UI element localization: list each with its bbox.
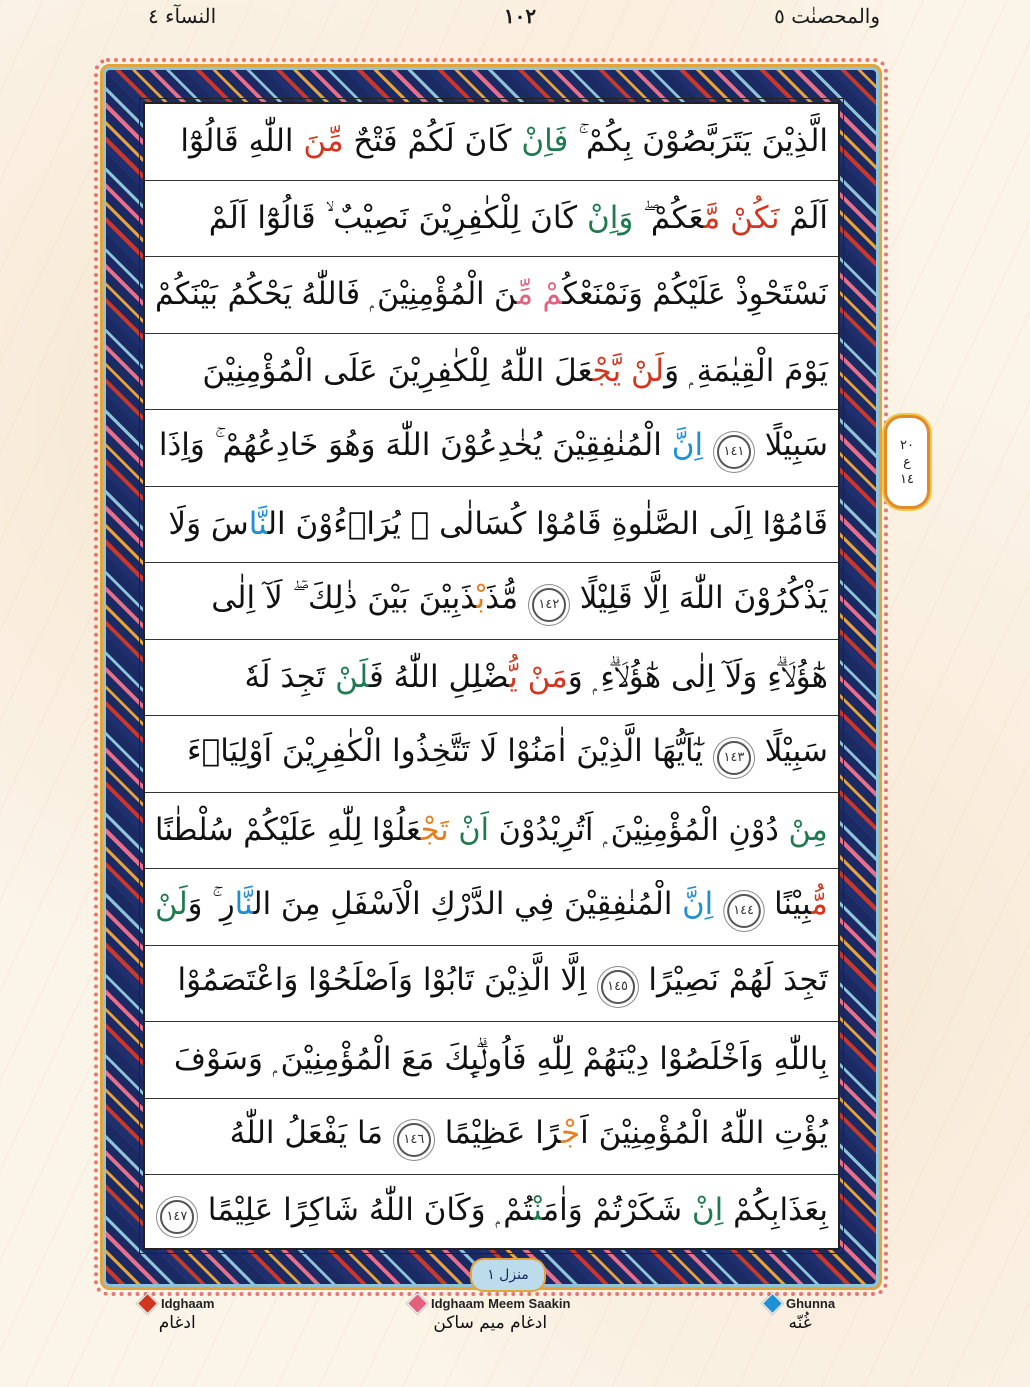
text-line bbox=[145, 946, 838, 1023]
text-line bbox=[145, 1022, 838, 1099]
text-segment: قَامُوْٓا اِلَى الصَّلٰوةِ قَامُوْا كُسَالٰى ۙ يُرَاۗءُوْنَ ال bbox=[267, 506, 828, 543]
text-segment: عَلَ اللّٰهُ لِلْكٰفِرِيْنَ عَلَى الْمُؤْمِنِيْنَ bbox=[202, 352, 593, 389]
text-line-content bbox=[209, 200, 828, 237]
tajweed-segment-ghunna: نَّا bbox=[248, 506, 268, 543]
text-line-content bbox=[202, 353, 828, 390]
text-line-content bbox=[159, 427, 828, 469]
tajweed-segment-ikhfa: لَنْ bbox=[155, 885, 189, 922]
text-segment: مُّذَ bbox=[485, 579, 528, 616]
legend-label-ar: غُنّه bbox=[788, 1313, 812, 1333]
text-line bbox=[145, 716, 838, 793]
tajweed-segment-idghaam: مُّ bbox=[811, 885, 828, 922]
text-segment: عَكُمْ ۖ bbox=[633, 199, 704, 236]
legend-item-idghaam bbox=[140, 1296, 214, 1333]
text-segment: ذَبِيْنَ بَيْنَ ذٰلِكَ ۤ ۖ لَآ اِلٰى bbox=[211, 579, 477, 616]
text-line-content bbox=[187, 733, 828, 775]
tajweed-segment-ikhfa: لَنْ bbox=[335, 658, 369, 695]
juz-name: والمحصنٰت ٥ bbox=[774, 4, 880, 28]
text-line-content bbox=[168, 506, 828, 542]
text-segment: يٰٓاَيُّهَا الَّذِيْنَ اٰمَنُوْا لَا تَتَّخِذُوا الْكٰفِرِيْنَ اَوْلِيَاۗءَ bbox=[187, 732, 713, 769]
text-line-content bbox=[211, 580, 828, 622]
tajweed-segment-idghaam: نَكُنْ مَّ bbox=[703, 199, 780, 236]
tajweed-segment-ikhfa: وَاِنْ bbox=[586, 199, 634, 236]
text-segment: رًا عَظِيْمًا bbox=[434, 1115, 561, 1152]
text-segment: دُوْنِ الْمُؤْمِنِيْنَ ۭ اَتُرِيْدُوْنَ bbox=[489, 811, 789, 848]
text-segment: الَّذِيْنَ يَتَرَبَّصُوْنَ بِكُمْ ۚ bbox=[568, 123, 828, 160]
ayah-number-marker: ١٤٥ bbox=[601, 970, 635, 1004]
legend-label-en: Idghaam bbox=[161, 1296, 215, 1311]
legend-item-idghaam-meem-saakin bbox=[410, 1296, 570, 1333]
text-segment: نَسْتَحْوِذْ عَلَيْكُمْ وَنَمْنَعْكُ bbox=[562, 276, 828, 313]
text-line bbox=[145, 869, 838, 946]
text-segment: عَلُوْا لِلّٰهِ عَلَيْكُمْ سُلْطٰنًا bbox=[155, 811, 421, 848]
legend-label-en: Idghaam Meem Saakin bbox=[431, 1296, 571, 1311]
text-segment: اللّٰهِ قَالُوْٓا bbox=[180, 123, 304, 160]
text-line bbox=[145, 104, 838, 181]
tajweed-segment-qalqala: بْ bbox=[476, 579, 486, 616]
tajweed-segment-ghunna: نَّا bbox=[235, 885, 254, 922]
ruku-symbol: ع bbox=[903, 454, 911, 470]
text-segment: رِ ۚ وَ bbox=[188, 885, 236, 922]
legend-item-ghunna bbox=[765, 1296, 835, 1333]
text-line bbox=[145, 181, 838, 258]
text-line bbox=[145, 563, 838, 640]
diamond-icon bbox=[137, 1293, 158, 1314]
text-line-content bbox=[155, 276, 828, 313]
tajweed-segment-qalqala: جْ bbox=[560, 1115, 581, 1152]
text-line bbox=[145, 257, 838, 334]
text-segment: اَلَمْ bbox=[779, 199, 828, 236]
tajweed-segment-ghunna: اِنَّ bbox=[682, 885, 724, 922]
text-segment: تُمْ ۭ وَكَانَ اللّٰهُ شَاكِرًا عَلِيْمًا bbox=[197, 1192, 534, 1229]
ayah-number-marker: ١٤٧ bbox=[160, 1200, 194, 1234]
text-segment: هٰٓؤُلَاۗءِ وَلَآ اِلٰى هٰٓؤُلَاۗءِ ۭ وَ bbox=[567, 658, 828, 695]
page-number: ١٠٢ bbox=[503, 4, 537, 28]
tajweed-segment-idghaam: لَنْ يَّجْ bbox=[592, 352, 665, 389]
text-segment: بِعَذَابِكُمْ bbox=[723, 1192, 828, 1229]
ruku-number-bottom: ١٤ bbox=[900, 471, 914, 487]
diamond-icon bbox=[407, 1293, 428, 1314]
text-line-content bbox=[180, 123, 828, 160]
manzil-marker: منزل ١ bbox=[470, 1258, 546, 1292]
ayah-number-marker: ١٤١ bbox=[717, 435, 751, 469]
text-line-content bbox=[155, 886, 828, 928]
text-segment: بِاللّٰهِ وَاَخْلَصُوْا دِيْنَهُمْ لِلّٰهِ فَاُولٰۗىِٕكَ مَعَ الْمُؤْمِنِيْنَ ۭ وَسَوْفَ bbox=[173, 1041, 828, 1078]
tajweed-segment-ghunna: اِنَّ bbox=[671, 426, 713, 463]
text-segment: سَبِيْلًا bbox=[754, 426, 828, 463]
text-segment: سَبِيْلًا bbox=[754, 732, 828, 769]
text-line-content bbox=[230, 1115, 828, 1157]
text-segment: ضْلِلِ اللّٰهُ فَ bbox=[369, 658, 510, 695]
text-line bbox=[145, 334, 838, 411]
text-segment: شَكَرْتُمْ وَاٰمَ bbox=[542, 1192, 692, 1229]
ruku-number-top: ٢٠ bbox=[900, 437, 914, 453]
text-segment: يَذْكُرُوْنَ اللّٰهَ اِلَّا قَلِيْلًا bbox=[569, 579, 828, 616]
tajweed-segment-ikhfa: نْ bbox=[533, 1192, 543, 1229]
text-line-content bbox=[156, 1192, 828, 1234]
legend-label-ar: ادغام bbox=[158, 1313, 196, 1333]
text-segment: يَوْمَ الْقِيٰمَةِ ۭ وَ bbox=[664, 352, 828, 389]
text-line bbox=[145, 793, 838, 870]
tajweed-segment-ikhfa: اِنْ bbox=[691, 1192, 724, 1229]
ayah-number-marker: ١٤٤ bbox=[727, 894, 761, 928]
text-line-content bbox=[244, 659, 828, 696]
text-segment: كَانَ لِلْكٰفِرِيْنَ نَصِيْبٌ ۙ قَالُوْٓا اَلَمْ bbox=[208, 199, 587, 236]
text-segment: اِلَّا الَّذِيْنَ تَابُوْا وَاَصْلَحُوْا وَاعْتَصَمُوْا bbox=[177, 962, 597, 999]
tajweed-segment-ikhfa: فَاِنْ bbox=[521, 123, 569, 160]
surah-name: النسآء ٤ bbox=[148, 4, 217, 28]
text-line-content bbox=[174, 1041, 828, 1078]
text-line-content bbox=[155, 812, 828, 849]
quran-text-box bbox=[143, 102, 840, 1250]
text-line bbox=[145, 410, 838, 487]
text-segment: بِيْنًا bbox=[764, 885, 812, 922]
tajweed-segment-meem: مْ مِّ bbox=[517, 276, 563, 313]
text-line bbox=[145, 487, 838, 564]
tajweed-segment-ikhfa: اَنْ bbox=[458, 811, 490, 848]
tajweed-legend bbox=[0, 1296, 1030, 1356]
legend-label-en: Ghunna bbox=[786, 1296, 836, 1311]
text-segment: سَ وَلَا bbox=[168, 506, 249, 543]
text-segment bbox=[449, 812, 459, 848]
ayah-number-marker: ١٤٦ bbox=[397, 1123, 431, 1157]
text-segment: تَجِدَ لَهٗ bbox=[244, 658, 336, 695]
text-segment: يُؤْتِ اللّٰهُ الْمُؤْمِنِيْنَ اَ bbox=[580, 1115, 828, 1152]
text-line-content bbox=[177, 962, 828, 1004]
ruku-marker bbox=[884, 415, 930, 509]
text-segment: نَ الْمُؤْمِنِيْنَ ۭ فَاللّٰهُ يَحْكُمُ بَيْنَكُمْ bbox=[155, 276, 518, 313]
legend-label-ar: ادغام میم ساکن bbox=[433, 1313, 548, 1333]
page-header bbox=[140, 4, 900, 32]
text-line bbox=[145, 1175, 838, 1252]
text-segment: كَانَ لَكُمْ فَتْحٌ bbox=[343, 123, 522, 160]
ayah-number-marker: ١٤٢ bbox=[532, 588, 566, 622]
ayah-number-marker: ١٤٣ bbox=[717, 741, 751, 775]
text-line bbox=[145, 640, 838, 717]
text-segment: الْمُنٰفِقِيْنَ فِي الدَّرْكِ الْاَسْفَلِ مِنَ ال bbox=[253, 885, 683, 922]
tajweed-segment-qalqala: تَجْ bbox=[420, 811, 449, 848]
tajweed-segment-idghaam: مِّنَ bbox=[303, 123, 344, 160]
text-segment: مَا يَفْعَلُ اللّٰهُ bbox=[229, 1115, 393, 1152]
tajweed-segment-idghaam: مَنْ يُّ bbox=[509, 658, 568, 695]
text-segment: تَجِدَ لَهُمْ نَصِيْرًا bbox=[638, 962, 828, 999]
text-segment: الْمُنٰفِقِيْنَ يُخٰدِعُوْنَ اللّٰهَ وَهُوَ خَادِعُهُمْ ۚ وَاِذَا bbox=[158, 426, 672, 463]
tajweed-segment-ikhfa: مِنْ bbox=[788, 811, 828, 848]
diamond-icon bbox=[762, 1293, 783, 1314]
text-line bbox=[145, 1099, 838, 1176]
